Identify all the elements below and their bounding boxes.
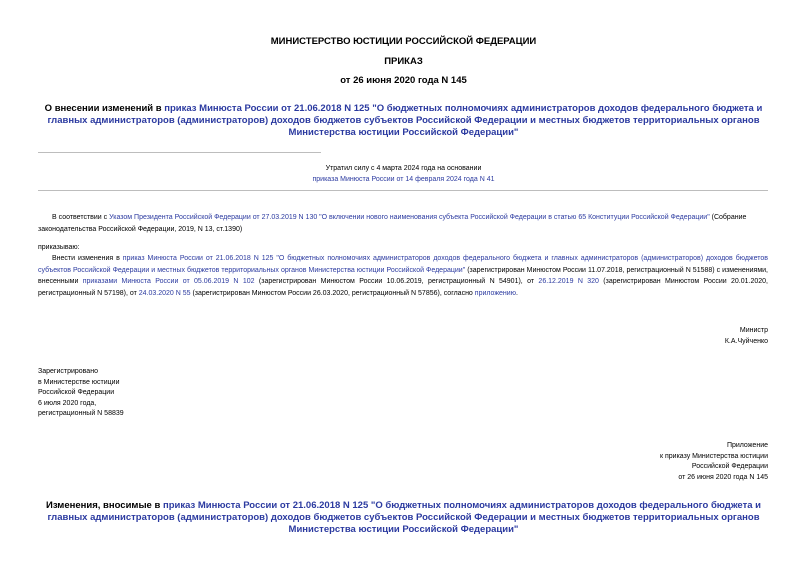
registration-line-4: 6 июля 2020 года,	[38, 399, 97, 407]
preamble-prefix: В соответствии с	[52, 214, 110, 221]
registration-line-3: Российской Федерации	[38, 389, 115, 396]
title-order-link[interactable]: приказ Минюста России от 21.06.2018 N 125 "О бюджетных полномочиях администраторов доходов федерального бюджета и главных администраторов (администраторов) доходов бюджетов субъектов Российской Федерации и местных бюджетов территориальных органов Министерства юстиции Российской Федерации"	[47, 103, 763, 138]
status-repeal-link[interactable]: приказа Минюста России от 14 февраля 2024 года N 41	[312, 175, 495, 183]
appendix-line-1: Приложение	[726, 442, 768, 449]
status-note	[0, 164, 807, 185]
registration-line-1: Зарегистрировано	[38, 368, 98, 375]
title-prefix: О внесении изменений в	[44, 103, 165, 114]
changes-title	[40, 500, 767, 536]
order-102-link[interactable]: приказами Минюста России от 05.06.2019 N 102	[82, 278, 255, 285]
decree-link[interactable]: Указом Президента Российской Федерации от 27.03.2019 N 130 "О включении нового наименования субъекта Российской Федерации в статью 65 Конституции Российской Федерации"	[109, 214, 710, 221]
changes-order-link[interactable]: приказ Минюста России от 21.06.2018 N 125 "О бюджетных полномочиях администраторов доходов федерального бюджета и главных администраторов (администраторов) доходов бюджетов субъектов Российской Федерации и местных бюджетов территориальных органов Министерства юстиции Российской Федерации"	[47, 500, 762, 535]
divider-short	[38, 152, 321, 153]
body-text-2: (зарегистрирован Минюстом России 11.07.2018, регистрационный N 51588) с изменениями, внесенными	[38, 266, 768, 285]
body-text-4: (зарегистрирован Минюстом России 20.01.2020, регистрационный N 57198), от	[38, 278, 768, 297]
changes-title-prefix: Изменения, вносимые в	[45, 500, 163, 511]
preamble	[38, 212, 768, 236]
signature	[568, 326, 768, 347]
signature-name: К.А.Чуйченко	[724, 337, 768, 345]
appendix-line-4: от 26 июня 2020 года N 145	[678, 473, 768, 481]
body-text-6: .	[515, 289, 518, 297]
appendix-heading	[568, 441, 768, 483]
order-320-link[interactable]: 26.12.2019 N 320	[538, 278, 599, 285]
registration-line-2: в Министерстве юстиции	[38, 378, 120, 386]
status-line: Утратил силу с 4 марта 2024 года на основании	[325, 165, 482, 172]
amended-order-link[interactable]: приказ Минюста России от 21.06.2018 N 125 "О бюджетных полномочиях администраторов доходов федерального бюджета и главных администраторов (администраторов) доходов бюджетов субъектов Российской Федерации и местных бюджетов территориальных органов Министерства юстиции Российской Федерации"	[38, 255, 768, 274]
divider-long	[38, 190, 768, 191]
ministry-name: МИНИСТЕРСТВО ЮСТИЦИИ РОССИЙСКОЙ ФЕДЕРАЦИИ	[270, 36, 537, 47]
body-text-5: (зарегистрирован Минюстом России 26.03.2020, регистрационный N 57856), согласно	[190, 289, 475, 297]
registration-line-5: регистрационный N 58839	[38, 410, 124, 417]
order-word: приказываю:	[38, 244, 80, 251]
preamble-suffix: (Собрание законодательства Российской Федерации, 2019, N 13, ст.1390)	[38, 214, 747, 233]
order-55-link[interactable]: 24.03.2020 N 55	[138, 289, 191, 297]
document-type: ПРИКАЗ	[384, 56, 423, 67]
body-text-3: (зарегистрирован Минюстом России 10.06.2019, регистрационный N 54901), от	[254, 278, 539, 285]
order-body	[38, 253, 768, 299]
appendix-line-3: Российской Федерации	[691, 463, 768, 470]
body-text-1: Внести изменения в	[52, 255, 123, 262]
document-title	[40, 103, 767, 139]
appendix-link[interactable]: приложению	[474, 289, 516, 297]
registration-info	[38, 367, 124, 420]
signature-position: Министр	[739, 327, 768, 334]
appendix-line-2: к приказу Министерства юстиции	[659, 452, 768, 460]
document-date-number: от 26 июня 2020 года N 145	[340, 75, 467, 86]
